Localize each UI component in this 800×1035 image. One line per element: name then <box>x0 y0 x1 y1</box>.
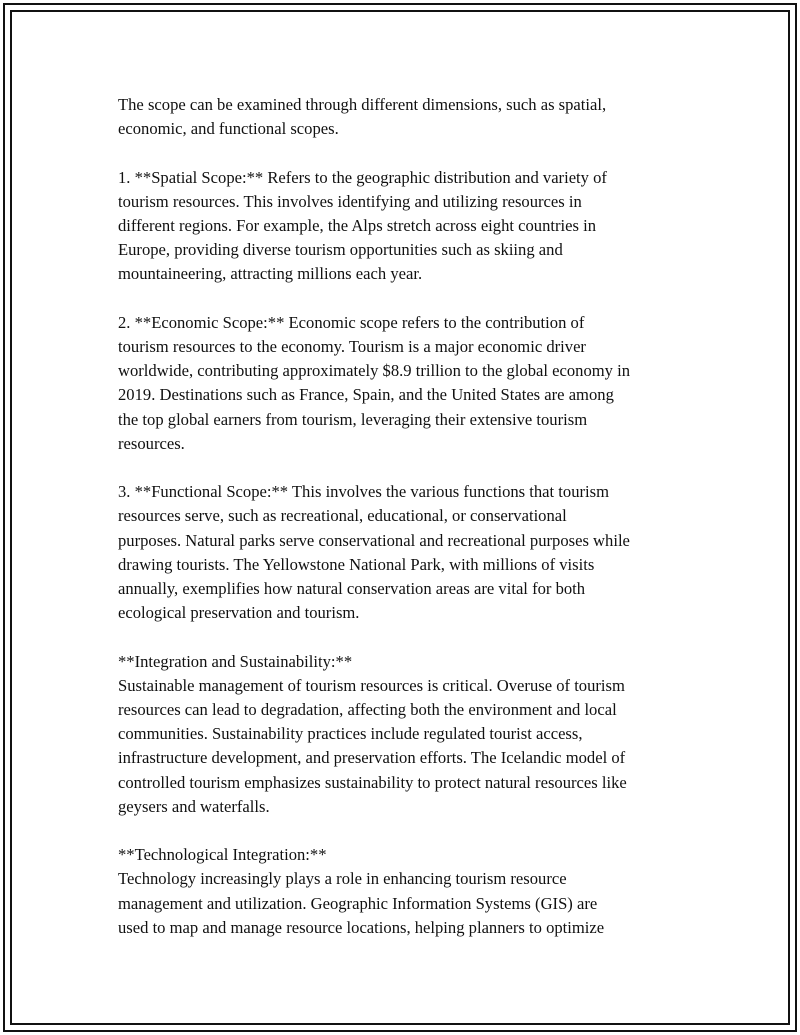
integration-heading: **Integration and Sustainability:** <box>118 651 353 671</box>
technology-heading: **Technological Integration:** <box>118 845 327 865</box>
spatial-scope-paragraph: 1. **Spatial Scope:** Refers to the geographic distribution and variety of tourism resources. This involves identifying and utilizing resources in different regions. For example, the Alps stretch across eight countries in Europe, providing diverse tourism opportunities such as skiing and mountaineering, attracting millions each year. <box>118 167 607 284</box>
document-body <box>118 93 698 964</box>
integration-paragraph: Sustainable management of tourism resources is critical. Overuse of tourism resources can lead to degradation, affecting both the environment and local communities. Sustainability practices include regulated tourist access, infrastructure development, and preservation efforts. The Icelandic model of controlled tourism emphasizes sustainability to protect natural resources like geysers and waterfalls. <box>118 675 627 816</box>
intro-paragraph: The scope can be examined through different dimensions, such as spatial, economic, and functional scopes. <box>118 95 607 139</box>
functional-scope-paragraph: 3. **Functional Scope:** This involves the various functions that tourism resources serve, such as recreational, educational, or conservational purposes. Natural parks serve conservational and recreational purposes while drawing tourists. The Yellowstone National Park, with millions of visits annually, exemplifies how natural conservation areas are vital for both ecological preservation and tourism. <box>118 482 630 623</box>
economic-scope-paragraph: 2. **Economic Scope:** Economic scope refers to the contribution of tourism resources to the economy. Tourism is a major economic driver worldwide, contributing approximately $8.9 trillion to the global economy in 2019. Destinations such as France, Spain, and the United States are among the top global earners from tourism, leveraging their extensive tourism resources. <box>118 312 631 453</box>
technology-paragraph: Technology increasingly plays a role in enhancing tourism resource management and utilization. Geographic Information Systems (GIS) are used to map and manage resource locations, helping planners to optimize <box>118 869 605 937</box>
